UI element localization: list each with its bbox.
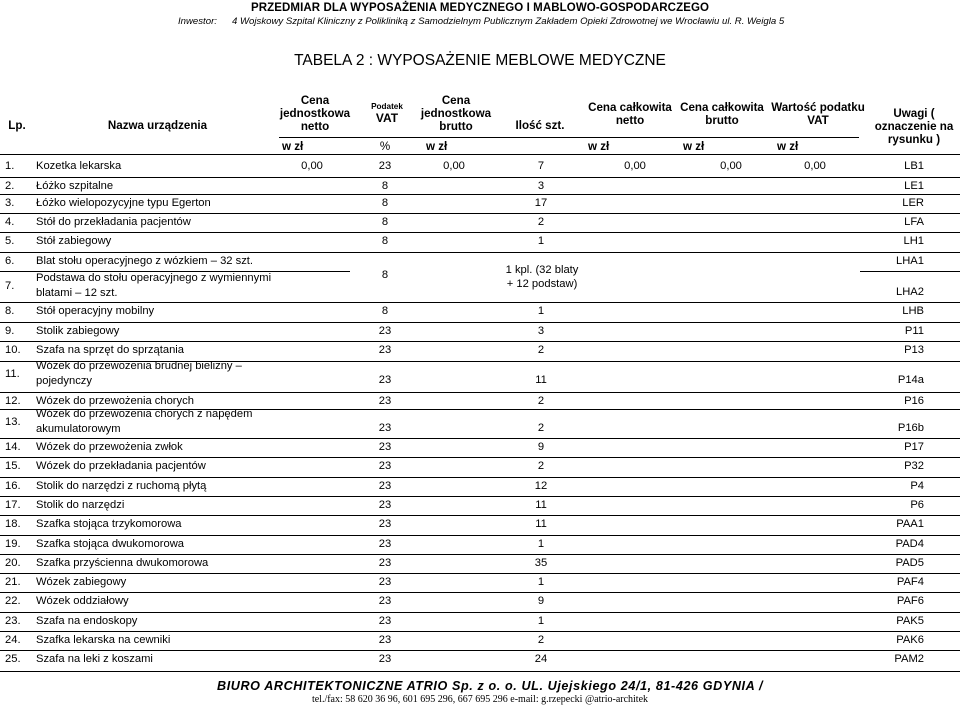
row-note: P16 xyxy=(904,395,924,407)
row-total-gross: 0,00 xyxy=(720,160,742,172)
row-name-line2: pojedynczy xyxy=(36,375,92,387)
row-lp: 7. xyxy=(5,280,15,292)
col-total-net-line1: Cena całkowita xyxy=(588,101,672,114)
vat-value-unit: w zł xyxy=(777,140,799,153)
col-unit-gross-line2: jednostkowa xyxy=(420,107,492,120)
row-name-line2: akumulatorowym xyxy=(36,423,121,435)
row-note: PAF4 xyxy=(896,576,924,588)
row-separator xyxy=(0,213,960,214)
row-vat: 8 xyxy=(381,216,389,228)
row-unit-net: 0,00 xyxy=(301,160,323,172)
row-vat: 23 xyxy=(378,518,392,530)
row-name: Szafka lekarska na cewniki xyxy=(36,634,171,646)
row-qty: 3 xyxy=(537,325,545,337)
row-note: LHA2 xyxy=(896,286,924,298)
col-total-net xyxy=(580,101,680,127)
row-note: LHB xyxy=(902,305,924,317)
col-notes-line1: Uwagi ( xyxy=(893,107,935,120)
row-vat: 8 xyxy=(381,305,389,317)
row-vat: 23 xyxy=(378,374,392,386)
row-qty: 2 xyxy=(537,216,545,228)
col-unit-net-line1: Cena xyxy=(300,94,330,107)
row-unit-gross: 0,00 xyxy=(443,160,465,172)
col-unit-gross-line3: brutto xyxy=(439,120,473,133)
row-name: Wózek do przekładania pacjentów xyxy=(36,460,206,472)
merged-qty-line2: + 12 podstaw) xyxy=(506,278,578,290)
row-name-line1: Podstawa do stołu operacyjnego z wymiennymi xyxy=(36,272,272,284)
row-qty: 2 xyxy=(537,422,545,434)
row-qty: 2 xyxy=(537,395,545,407)
row-qty: 1 xyxy=(537,235,545,247)
row-name-line1: Wózek do przewożenia brudnej bielizny – xyxy=(36,360,242,372)
row-lp: 13. xyxy=(5,416,21,428)
row-name: Szafka przyścienna dwukomorowa xyxy=(36,557,209,569)
row-vat: 23 xyxy=(378,441,392,453)
row-vat: 23 xyxy=(378,615,392,627)
row-separator xyxy=(0,515,960,516)
row-qty: 11 xyxy=(535,518,547,530)
row-name-line2: blatami – 12 szt. xyxy=(36,287,118,299)
row-vat: 23 xyxy=(378,499,392,511)
row-separator xyxy=(0,322,960,323)
row-name: Wózek do przewożenia zwłok xyxy=(36,441,183,453)
row-qty: 11 xyxy=(535,499,547,511)
col-unit-gross-line1: Cena xyxy=(441,94,471,107)
col-total-net-line2: netto xyxy=(615,114,645,127)
row-qty: 3 xyxy=(537,180,545,192)
row-qty: 2 xyxy=(537,344,545,356)
row-note: LH1 xyxy=(903,235,924,247)
row-lp: 18. xyxy=(5,518,21,530)
col-vat-value-line1: Wartość podatku xyxy=(771,101,865,114)
footer-contact: tel./fax: 58 620 36 96, 601 695 296, 667 695 296 e-mail: g.rzepecki @atrio-architek xyxy=(311,694,649,705)
row-separator xyxy=(0,177,960,178)
row-vat: 23 xyxy=(378,634,392,646)
row-note: LFA xyxy=(904,216,924,228)
row-lp: 17. xyxy=(5,499,21,511)
row-note: P4 xyxy=(910,480,924,492)
row-vat: 23 xyxy=(378,595,392,607)
row-note: PAA1 xyxy=(896,518,924,530)
row-name: Szafa na endoskopy xyxy=(36,615,138,627)
row-name: Stół operacyjny mobilny xyxy=(36,305,155,317)
row-note: PAK6 xyxy=(896,634,924,646)
project-title: PRZEDMIAR DLA WYPOSAŻENIA MEDYCZNEGO I MABLOWO-GOSPODARCZEGO xyxy=(250,2,710,14)
row-note: P13 xyxy=(904,344,924,356)
col-name: Nazwa urządzenia xyxy=(107,119,208,132)
row-separator xyxy=(0,671,960,672)
col-qty: Ilość szt. xyxy=(515,119,565,132)
row-qty: 35 xyxy=(534,557,548,569)
row-name-line1: Wózek do przewożenia chorych z napędem xyxy=(36,408,253,420)
row-note: LER xyxy=(902,197,924,209)
row-separator xyxy=(0,535,960,536)
row-lp: 1. xyxy=(5,160,15,172)
row-separator xyxy=(0,341,960,342)
row-separator xyxy=(0,496,960,497)
row-name: Wózek oddziałowy xyxy=(36,595,129,607)
row-qty: 12 xyxy=(534,480,548,492)
row-qty: 1 xyxy=(537,305,545,317)
row-vat: 23 xyxy=(378,160,392,172)
row-name: Stół zabiegowy xyxy=(36,235,112,247)
merged-qty-line1: 1 kpl. (32 blaty xyxy=(505,264,579,276)
row-name: Łóżko szpitalne xyxy=(36,180,114,192)
row-separator xyxy=(0,650,960,651)
row-total-net: 0,00 xyxy=(624,160,646,172)
row-separator xyxy=(0,271,350,272)
row-note: PAD4 xyxy=(895,538,924,550)
col-total-gross xyxy=(672,101,772,127)
row-vat: 23 xyxy=(378,653,392,665)
row-separator xyxy=(0,573,960,574)
row-qty: 1 xyxy=(537,615,545,627)
row-qty: 1 xyxy=(537,538,545,550)
row-vat: 8 xyxy=(381,235,389,247)
table-title: TABELA 2 : WYPOSAŻENIE MEBLOWE MEDYCZNE xyxy=(294,52,666,69)
row-note: LE1 xyxy=(904,180,924,192)
col-unit-net xyxy=(275,94,355,133)
row-qty: 2 xyxy=(537,634,545,646)
row-separator xyxy=(0,438,960,439)
row-separator xyxy=(0,232,960,233)
row-note: PAF6 xyxy=(896,595,924,607)
row-separator xyxy=(0,302,960,303)
row-lp: 11. xyxy=(5,368,20,380)
row-lp: 10. xyxy=(5,344,21,356)
row-vat: 23 xyxy=(378,538,392,550)
col-notes-line3: rysunku ) xyxy=(887,133,941,146)
row-lp: 25. xyxy=(5,653,21,665)
row-note: P14a xyxy=(897,374,924,386)
row-note: LHA1 xyxy=(896,255,924,267)
row-lp: 14. xyxy=(5,441,21,453)
col-unit-gross xyxy=(416,94,496,133)
col-total-gross-line2: brutto xyxy=(705,114,739,127)
row-qty: 7 xyxy=(537,160,545,172)
col-total-gross-line1: Cena całkowita xyxy=(680,101,764,114)
col-tax xyxy=(362,101,412,125)
col-lp: Lp. xyxy=(8,119,26,132)
row-note: P11 xyxy=(904,325,924,337)
row-lp: 12. xyxy=(5,395,21,407)
row-vat: 8 xyxy=(381,180,389,192)
row-separator xyxy=(860,271,960,272)
row-note: P17 xyxy=(904,441,924,453)
row-note: P32 xyxy=(904,460,924,472)
row-qty: 1 xyxy=(537,576,545,588)
row-qty: 2 xyxy=(537,460,545,472)
row-note: PAM2 xyxy=(894,653,924,665)
row-name: Wózek zabiegowy xyxy=(36,576,127,588)
row-name: Szafka stojąca dwukomorowa xyxy=(36,538,184,550)
row-qty: 17 xyxy=(534,197,548,209)
row-vat: 23 xyxy=(378,422,392,434)
row-separator xyxy=(0,457,960,458)
unit-gross-unit: w zł xyxy=(426,140,448,153)
col-tax-line1: Podatek xyxy=(371,102,403,111)
row-vat: 8 xyxy=(381,197,389,209)
row-note: PAK5 xyxy=(896,615,924,627)
tax-unit: % xyxy=(379,140,391,153)
row-vat: 23 xyxy=(378,325,392,337)
col-notes xyxy=(868,107,960,146)
row-vat-value: 0,00 xyxy=(804,160,826,172)
row-qty: 9 xyxy=(537,595,545,607)
row-vat: 23 xyxy=(378,557,392,569)
row-note: P16b xyxy=(897,422,924,434)
header-separator xyxy=(279,137,859,138)
row-name: Szafa na leki z koszami xyxy=(36,653,153,665)
row-qty: 24 xyxy=(534,653,548,665)
row-name: Stolik do narzędzi xyxy=(36,499,125,511)
row-separator xyxy=(0,631,960,632)
body-top-border xyxy=(0,154,960,155)
row-vat: 23 xyxy=(378,480,392,492)
investor-label: Inwestor: xyxy=(178,16,217,27)
row-separator xyxy=(0,612,960,613)
row-name: Łóżko wielopozycyjne typu Egerton xyxy=(36,197,211,209)
row-lp: 6. xyxy=(5,255,15,267)
row-vat: 23 xyxy=(378,395,392,407)
row-lp: 4. xyxy=(5,216,15,228)
row-lp: 15. xyxy=(5,460,21,472)
row-lp: 23. xyxy=(5,615,21,627)
row-lp: 24. xyxy=(5,634,21,646)
unit-net-unit: w zł xyxy=(282,140,304,153)
col-notes-line2: oznaczenie na xyxy=(874,120,954,133)
row-lp: 16. xyxy=(5,480,21,492)
row-name: Szafka stojąca trzykomorowa xyxy=(36,518,182,530)
row-separator xyxy=(0,392,960,393)
row-lp: 19. xyxy=(5,538,21,550)
row-name: Wózek do przewożenia chorych xyxy=(36,395,194,407)
footer-company: BIURO ARCHITEKTONICZNE ATRIO Sp. z o. o. UL. Ujejskiego 24/1, 81-426 GDYNIA / xyxy=(217,679,764,693)
merged-vat: 8 xyxy=(381,269,389,281)
row-lp: 3. xyxy=(5,197,15,209)
row-name: Kozetka lekarska xyxy=(36,160,122,172)
total-net-unit: w zł xyxy=(588,140,610,153)
row-name: Szafa na sprzęt do sprzątania xyxy=(36,344,185,356)
row-lp: 9. xyxy=(5,325,15,337)
row-note: LB1 xyxy=(904,160,924,172)
row-separator xyxy=(0,194,960,195)
row-separator xyxy=(0,592,960,593)
row-vat: 23 xyxy=(378,460,392,472)
investor-value: 4 Wojskowy Szpital Kliniczny z Polikliniką z Samodzielnym Publicznym Zakładem Opieki Zdrowotnej we Wrocławiu ul. R. Weigla 5 xyxy=(232,16,785,27)
row-name: Blat stołu operacyjnego z wózkiem – 32 szt. xyxy=(36,255,254,267)
row-qty: 9 xyxy=(537,441,545,453)
row-note: P6 xyxy=(910,499,924,511)
row-lp: 21. xyxy=(5,576,21,588)
total-gross-unit: w zł xyxy=(683,140,705,153)
row-qty: 11 xyxy=(535,374,547,386)
row-name: Stolik zabiegowy xyxy=(36,325,120,337)
col-unit-net-line3: netto xyxy=(300,120,330,133)
row-lp: 22. xyxy=(5,595,21,607)
col-tax-line2: VAT xyxy=(375,111,399,125)
row-vat: 23 xyxy=(378,344,392,356)
row-separator xyxy=(0,252,960,253)
row-lp: 2. xyxy=(5,180,15,192)
row-separator xyxy=(0,477,960,478)
row-separator xyxy=(0,554,960,555)
row-lp: 5. xyxy=(5,235,15,247)
row-lp: 8. xyxy=(5,305,15,317)
row-note: PAD5 xyxy=(895,557,924,569)
row-lp: 20. xyxy=(5,557,21,569)
row-vat: 23 xyxy=(378,576,392,588)
col-vat-value-line2: VAT xyxy=(807,114,829,127)
col-vat-value xyxy=(764,101,872,127)
col-unit-net-line2: jednostkowa xyxy=(279,107,351,120)
row-name: Stół do przekładania pacjentów xyxy=(36,216,191,228)
row-name: Stolik do narzędzi z ruchomą płytą xyxy=(36,480,207,492)
